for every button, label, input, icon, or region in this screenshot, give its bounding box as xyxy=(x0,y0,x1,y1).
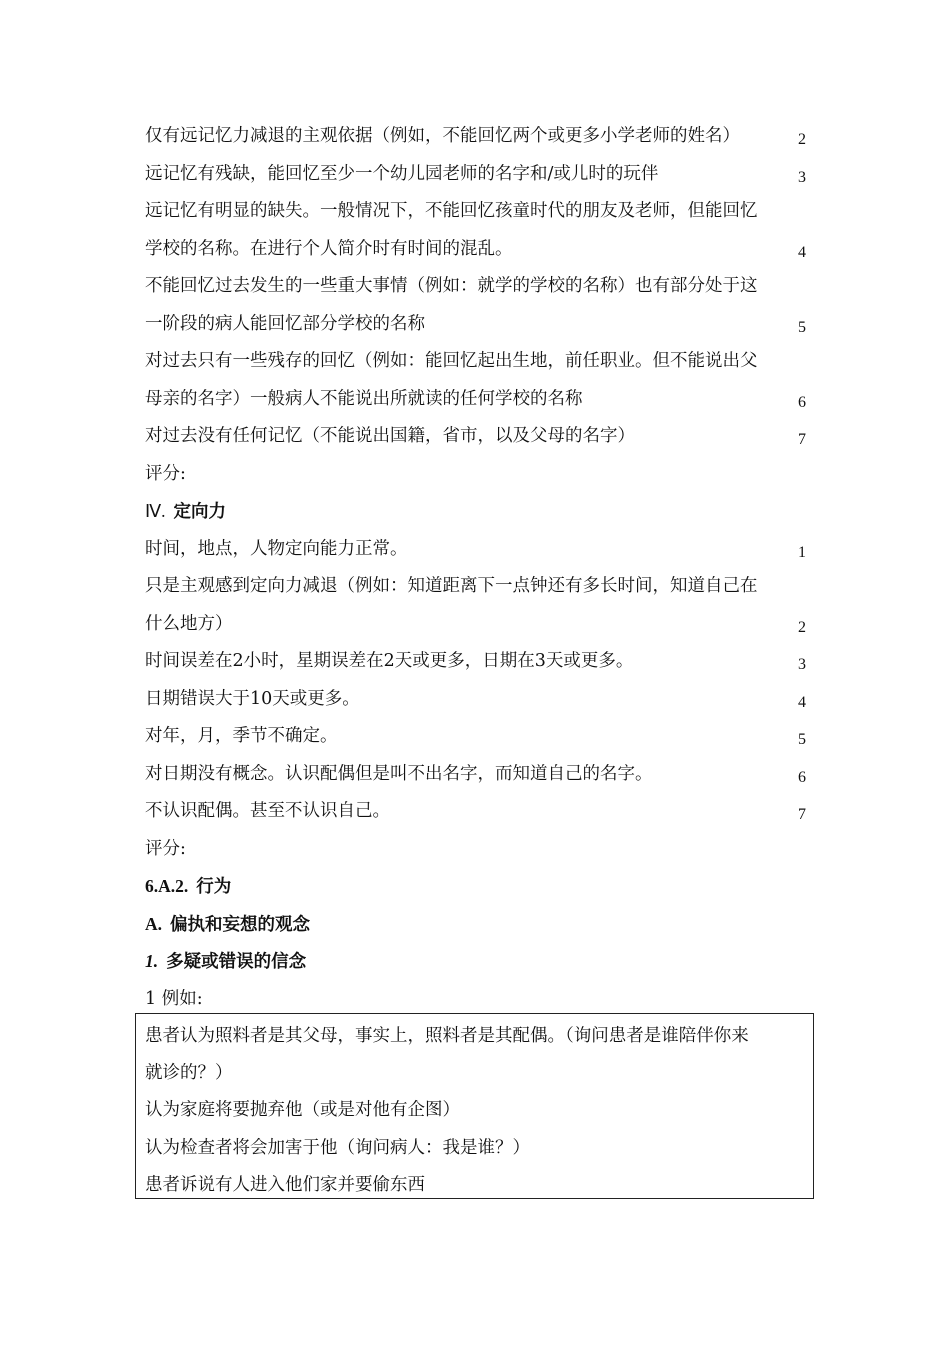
examples-box xyxy=(135,1013,814,1199)
item-score: 3 xyxy=(798,168,806,186)
orientation-score-label: 评分: xyxy=(145,838,186,859)
item-text: 只是主观感到定向力减退（例如：知道距离下一点钟还有多长时间，知道自己在 xyxy=(145,576,758,596)
paranoid-ideas-letter: A. xyxy=(145,913,163,934)
examples-box-lines xyxy=(145,1018,807,1204)
item-score: 7 xyxy=(798,806,806,823)
remote-memory-list xyxy=(145,118,806,456)
item-score: 5 xyxy=(798,318,806,336)
orientation-heading xyxy=(145,493,806,531)
orientation-item-row xyxy=(145,793,806,831)
item-text: 仅有远记忆力减退的主观依据（例如，不能回忆两个或更多小学老师的姓名） xyxy=(145,126,740,146)
item-score: 5 xyxy=(798,731,806,748)
item-text: 远记忆有残缺，能回忆至少一个幼儿园老师的名字和/或儿时的玩伴 xyxy=(145,163,659,184)
memory-item-row xyxy=(145,193,806,231)
example-line: 就诊的？） xyxy=(145,1063,233,1084)
memory-item-row xyxy=(145,231,806,269)
document-content xyxy=(145,118,806,1018)
memory-item-row xyxy=(145,268,806,306)
item-score: 4 xyxy=(798,243,806,261)
orientation-roman-numeral: Ⅳ. xyxy=(145,501,166,521)
example-label: 1 例如: xyxy=(145,988,203,1009)
paranoid-ideas-heading xyxy=(145,906,806,944)
orientation-item-row xyxy=(145,718,806,756)
memory-item-row xyxy=(145,381,806,419)
memory-item-row xyxy=(145,156,806,194)
orientation-item-row xyxy=(145,568,806,606)
orientation-list xyxy=(145,531,806,831)
orientation-item-row xyxy=(145,531,806,569)
item-text: 时间误差在2小时，星期误差在2天或更多，日期在3天或更多。 xyxy=(145,651,634,671)
item-score: 6 xyxy=(798,768,806,786)
item-text: 对日期没有概念。认识配偶但是叫不出名字，而知道自己的名字。 xyxy=(145,763,653,784)
memory-item-row xyxy=(145,343,806,381)
item-text: 日期错误大于10天或更多。 xyxy=(145,688,360,709)
item-text: 什么地方） xyxy=(145,613,233,634)
item-text: 对年，月，季节不确定。 xyxy=(145,726,338,746)
item-text: 对过去只有一些残存的回忆（例如：能回忆起出生地，前任职业。但不能说出父 xyxy=(145,351,758,371)
suspicion-number: 1. xyxy=(145,951,159,971)
item-score: 7 xyxy=(798,431,806,448)
orientation-item-row xyxy=(145,643,806,681)
item-text: 母亲的名字）一般病人不能说出所就读的任何学校的名称 xyxy=(145,388,583,409)
example-line: 认为家庭将要抛弃他（或是对他有企图） xyxy=(145,1100,460,1121)
example-line: 患者诉说有人进入他们家并要偷东西 xyxy=(145,1174,425,1195)
item-text: 不认识配偶。甚至不认识自己。 xyxy=(145,801,390,821)
behavior-section-heading xyxy=(145,868,806,906)
item-text: 时间，地点，人物定向能力正常。 xyxy=(145,538,408,559)
item-text: 远记忆有明显的缺失。一般情况下，不能回忆孩童时代的朋友及老师，但能回忆 xyxy=(145,201,758,221)
item-score: 2 xyxy=(798,618,806,636)
item-score: 3 xyxy=(798,656,806,673)
behavior-section-title: 行为 xyxy=(196,877,232,897)
memory-item-row xyxy=(145,306,806,344)
item-score: 1 xyxy=(798,543,806,561)
orientation-item-row xyxy=(145,681,806,719)
memory-score-label: 评分: xyxy=(145,463,186,484)
item-text: 学校的名称。在进行个人简介时有时间的混乱。 xyxy=(145,238,513,259)
item-score: 4 xyxy=(798,693,806,711)
suspicion-heading xyxy=(145,943,806,981)
suspicion-title: 多疑或错误的信念 xyxy=(166,952,307,972)
example-line: 患者认为照料者是其父母，事实上，照料者是其配偶。（询问患者是谁陪伴你来 xyxy=(145,1026,749,1046)
behavior-section-number: 6.A.2. xyxy=(145,876,189,896)
item-text: 不能回忆过去发生的一些重大事情（例如：就学的学校的名称）也有部分处于这 xyxy=(145,276,758,296)
item-score: 6 xyxy=(798,393,806,411)
item-text: 一阶段的病人能回忆部分学校的名称 xyxy=(145,313,425,334)
paranoid-ideas-title: 偏执和妄想的观念 xyxy=(170,914,311,935)
item-score: 2 xyxy=(798,131,806,148)
memory-item-row xyxy=(145,418,806,456)
example-line: 认为检查者将会加害于他（询问病人：我是谁？） xyxy=(145,1137,530,1158)
memory-item-row xyxy=(145,118,806,156)
item-text: 对过去没有任何记忆（不能说出国籍，省市，以及父母的名字） xyxy=(145,426,635,446)
orientation-item-row xyxy=(145,756,806,794)
orientation-item-row xyxy=(145,606,806,644)
orientation-title: 定向力 xyxy=(173,502,227,522)
